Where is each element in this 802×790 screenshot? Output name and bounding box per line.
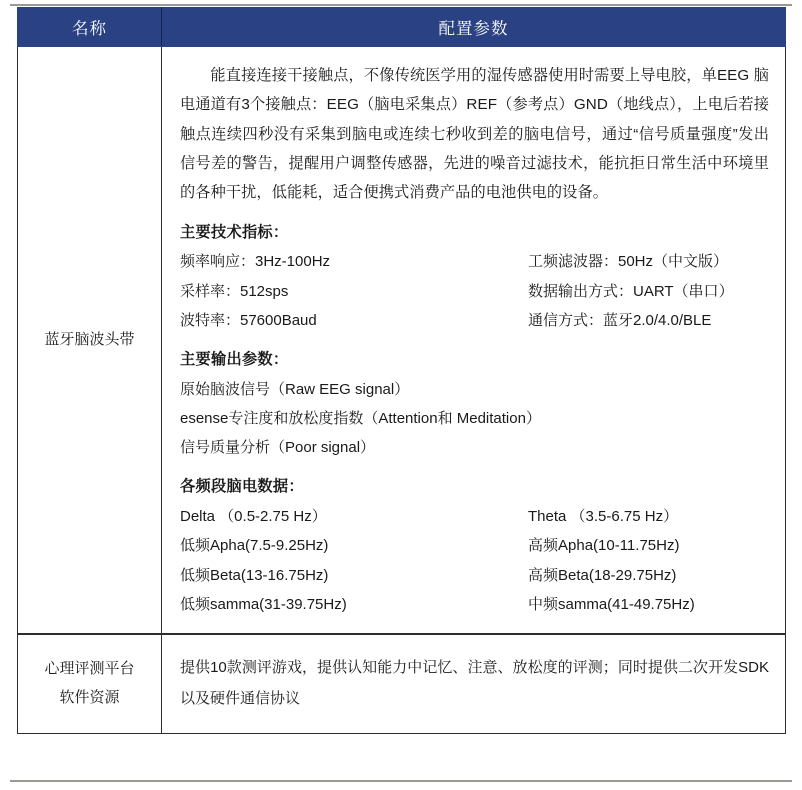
output-params-title: 主要输出参数： xyxy=(180,351,289,369)
tech-spec-data-output: 数据输出方式：UART（串口） xyxy=(528,282,734,300)
tech-spec-line-filter: 工频滤波器：50Hz（中文版） xyxy=(528,253,729,271)
eeg-band-row xyxy=(180,531,769,560)
tech-specs-title: 主要技术指标： xyxy=(180,223,289,241)
software-resources-description: 提供10款测评游戏，提供认知能力中记忆、注意、放松度的评测；同时提供二次开发SDK以及硬件通信协议 xyxy=(180,659,769,707)
tech-specs-row xyxy=(180,277,769,306)
eeg-band-low-gamma: 低频samma(31-39.75Hz) xyxy=(180,595,347,613)
table-body xyxy=(18,47,786,734)
row-content-bluetooth-headband xyxy=(162,47,786,635)
tech-spec-frequency-response: 频率响应：3Hz-100Hz xyxy=(180,253,331,271)
tech-spec-sample-rate: 采样率：512sps xyxy=(180,282,289,300)
row-content-software-resources xyxy=(162,634,786,733)
eeg-band-theta: Theta （3.5-6.75 Hz） xyxy=(528,508,679,526)
tech-specs-block xyxy=(180,218,769,335)
eeg-band-high-alpha: 高频Apha(10-11.75Hz) xyxy=(528,537,680,555)
bottom-rule-divider xyxy=(10,780,792,782)
tech-specs-row xyxy=(180,247,769,276)
eeg-band-row xyxy=(180,502,769,531)
eeg-band-low-beta: 低频Beta(13-16.75Hz) xyxy=(180,566,329,584)
output-params-block xyxy=(180,345,769,462)
row-label-software-resources xyxy=(18,634,162,733)
output-param-poor-signal: 信号质量分析（Poor signal） xyxy=(180,439,376,457)
row-label-bluetooth-headband: 蓝牙脑波头带 xyxy=(18,47,162,635)
tech-spec-baud-rate: 波特率：57600Baud xyxy=(180,311,317,329)
eeg-bands-title: 各频段脑电数据： xyxy=(180,478,304,496)
output-param-raw-eeg: 原始脑波信号（Raw EEG signal） xyxy=(180,380,410,398)
row-label-line-2: 软件资源 xyxy=(59,688,120,706)
eeg-band-row xyxy=(180,561,769,590)
product-spec-table xyxy=(17,7,786,734)
eeg-band-delta: Delta （0.5-2.75 Hz） xyxy=(180,508,327,526)
eeg-bands-block xyxy=(180,472,769,619)
table-row xyxy=(18,634,786,733)
top-rule-divider xyxy=(10,4,792,6)
eeg-band-mid-gamma: 中频samma(41-49.75Hz) xyxy=(528,595,695,613)
column-header-name: 名称 xyxy=(18,8,162,47)
column-header-params: 配置参数 xyxy=(162,8,786,47)
tech-specs-row xyxy=(180,306,769,335)
row-label-line-1: 心理评测平台 xyxy=(44,660,135,678)
header-row xyxy=(18,8,786,47)
table-row xyxy=(18,47,786,635)
output-param-esense: esense专注度和放松度指数（Attention和 Meditation） xyxy=(180,409,541,427)
intro-paragraph: 能直接连接干接触点，不像传统医学用的湿传感器使用时需要上导电胶，单EEG 脑电通道有3个接触点：EEG（脑电采集点）REF（参考点）GND（地线点），上电后若接触点连续四秒没有采集到脑电或连续七秒收到差的脑电信号，通过“信号质量强度”发出信号差的警告，提醒用户调整传感器，先进的噪音过滤技术，能抗拒日常生活中环境里的各种干扰，低能耗，适合便携式消费产品的电池供电的设备。 xyxy=(180,67,769,202)
table-header xyxy=(18,8,786,47)
eeg-band-high-beta: 高频Beta(18-29.75Hz) xyxy=(528,566,677,584)
eeg-band-low-alpha: 低频Apha(7.5-9.25Hz) xyxy=(180,537,329,555)
tech-spec-communication: 通信方式：蓝牙2.0/4.0/BLE xyxy=(528,311,712,329)
eeg-band-row xyxy=(180,590,769,619)
